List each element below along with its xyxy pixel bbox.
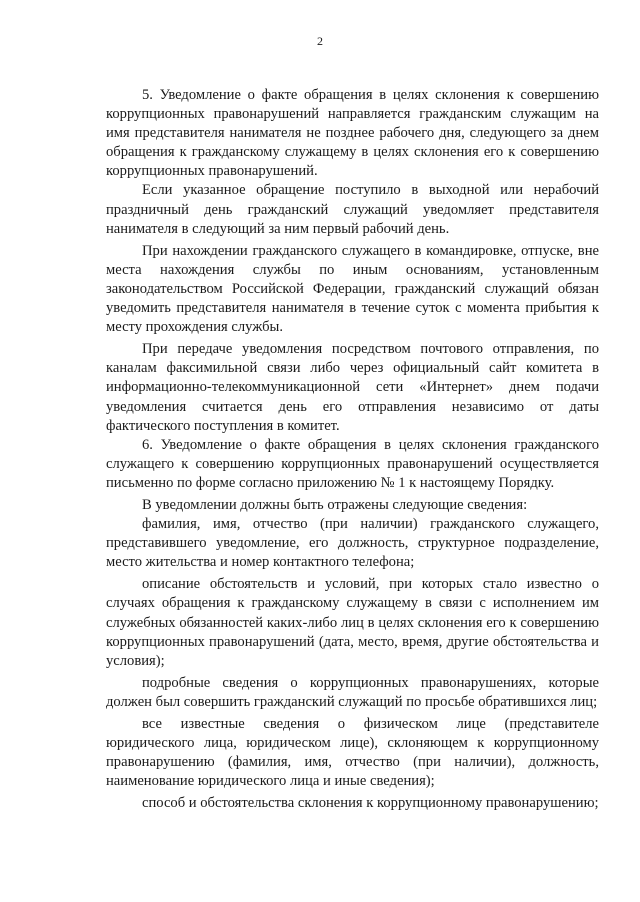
document-body <box>106 86 599 813</box>
paragraph-5-notification-deadline: 5. Уведомление о факте обращения в целях склонения к совершению коррупционных правонарушений направляется гражданским служащим на имя представителя нанимателя не позднее рабочего дня, следующего за днем обращения к гражданскому служащему в целях склонения его к совершению коррупционных правонарушений. <box>106 87 599 180</box>
paragraph-postal-submission: При передаче уведомления посредством почтового отправления, по каналам факсимильной связи либо через официальный сайт комитета в информационно-телекоммуникационной сети «Интернет» днем подачи уведомления считается день его отправления независимо от даты фактического поступления в комитет. <box>106 341 599 434</box>
page-number: 2 <box>317 34 323 48</box>
list-item-circumstances: описание обстоятельств и условий, при которых стало известно о случаях обращения к гражданскому служащему в связи с исполнением им служебных обязанностей каких-либо лиц в целях склонения его к совершению коррупционных правонарушений (дата, место, время, другие обстоятельства и условия); <box>106 576 599 669</box>
paragraph-6-written-form: 6. Уведомление о факте обращения в целях склонения гражданского служащего к совершению коррупционных правонарушений осуществляется письменно по форме согласно приложению № 1 к настоящему Порядку. <box>106 436 599 491</box>
list-item-method: способ и обстоятельства склонения к коррупционному правонарушению; <box>142 795 599 812</box>
list-item-offense-details: подробные сведения о коррупционных правонарушениях, которые должен был совершить гражданский служащий по просьбе обратившихся лиц; <box>106 674 599 710</box>
paragraph-required-info-intro: В уведомлении должны быть отражены следующие сведения: <box>142 496 528 513</box>
list-item-person-details: все известные сведения о физическом лице (представителе юридического лица, юридическом лице), склоняющем к коррупционному правонарушению (фамилия, имя, отчество (при наличии), должность, наименование юридического лица и иные сведения); <box>106 716 599 790</box>
paragraph-business-trip: При нахождении гражданского служащего в командировке, отпуске, вне места нахождения службы по иным основаниям, установленным законодательством Российской Федерации, гражданский служащий обязан уведомить представителя нанимателя в течение суток с момента прибытия к месту прохождения службы. <box>106 242 599 336</box>
list-item-servant-details: фамилия, имя, отчество (при наличии) гражданского служащего, представившего уведомление, его должность, структурное подразделение, место жительства и номер контактного телефона; <box>106 516 599 571</box>
paragraph-holiday-appeal: Если указанное обращение поступило в выходной или нерабочий праздничный день гражданский служащий уведомляет представителя нанимателя в следующий за ним первый рабочий день. <box>106 182 599 237</box>
